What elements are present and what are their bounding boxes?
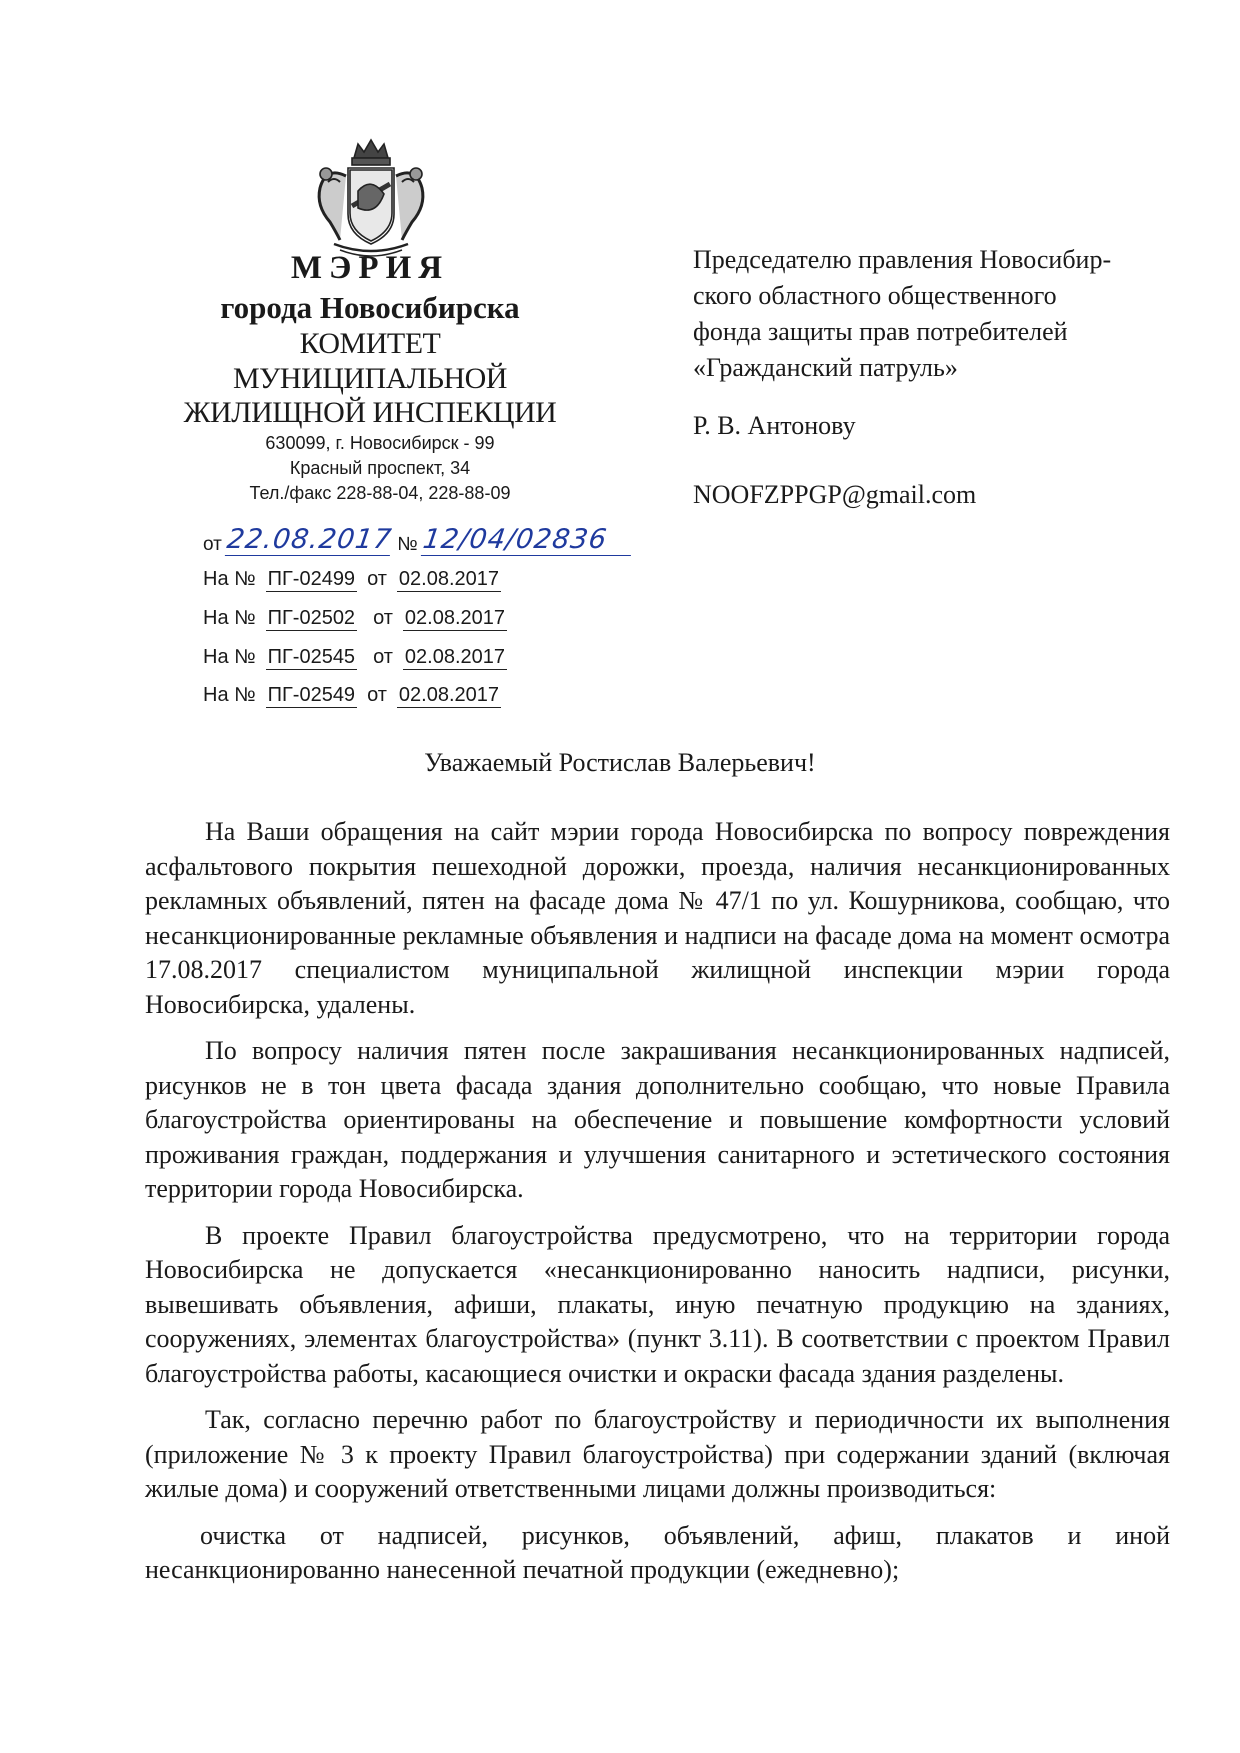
outgoing-number: 12/04/02836	[421, 525, 635, 556]
reference-from-label: от	[373, 646, 393, 668]
phone-line: Тел./факс 228-88-04, 228-88-09	[249, 483, 511, 503]
body-paragraph-5: очистка от надписей, рисунков, объявлений, афиш, плакатов и иной несанкционированно нанесенной печатной продукции (ежедневно);	[145, 1520, 1170, 1584]
reference-row	[203, 568, 501, 592]
address-line-2: Красный проспект, 34	[289, 458, 471, 478]
addressee-email: NOOFZPPGP@gmail.com	[693, 480, 977, 509]
reference-label: На №	[203, 684, 256, 706]
addressee-line-3: фонда защиты прав потребителей	[693, 317, 1068, 346]
body-paragraph-1: На Ваши обращения на сайт мэрии города Новосибирска по вопросу повреждения асфальтового покрытия пешеходной дорожки, проезда, наличия несанкционированных рекламных объявлений, пятен на фасаде дома № 47/1 по ул. Кошурникова, сообщаю, что несанкционированные рекламные объявления и надписи на фасаде дома на момент осмотра 17.08.2017 специалистом муниципальной жилищной инспекции мэрии города Новосибирска, удалены.	[145, 817, 1170, 1019]
reference-date: 02.08.2017	[398, 568, 500, 590]
outgoing-number-line	[203, 525, 633, 561]
committee-line-2: МУНИЦИПАЛЬНОЙ	[233, 362, 507, 395]
outgoing-date: 22.08.2017	[225, 524, 395, 555]
coat-of-arms-icon	[306, 136, 436, 264]
address-line-1: 630099, г. Новосибирск - 99	[265, 433, 495, 453]
reference-date: 02.08.2017	[398, 684, 500, 706]
reference-number: ПГ-02549	[267, 684, 356, 706]
reference-label: На №	[203, 607, 256, 629]
org-city: города Новосибирска	[220, 290, 520, 325]
reference-from-label: от	[367, 684, 387, 706]
reference-from-label: от	[367, 568, 387, 590]
salutation: Уважаемый Ростислав Валерьевич!	[424, 748, 816, 777]
addressee-line-4: «Гражданский патруль»	[693, 353, 958, 382]
reference-row	[203, 646, 507, 670]
addressee-line-2: ского областного общественного	[693, 281, 1057, 310]
addressee-block	[693, 242, 1173, 386]
reference-row	[203, 607, 507, 631]
committee-line-3: ЖИЛИЩНОЙ ИНСПЕКЦИИ	[183, 396, 557, 429]
reference-date: 02.08.2017	[404, 646, 506, 668]
body-paragraph-4: Так, согласно перечню работ по благоустройству и периодичности их выполнения (приложение № 3 к проекту Правил благоустройства) при содержании зданий (включая жилые дома) и сооружений ответственными лицами должны производиться:	[145, 1405, 1170, 1503]
reference-date: 02.08.2017	[404, 607, 506, 629]
outgoing-number-label: №	[397, 534, 418, 555]
org-title: МЭРИЯ	[290, 250, 450, 286]
reference-number: ПГ-02502	[267, 607, 356, 629]
letter-body	[145, 815, 1170, 1590]
addressee-line-1: Председателю правления Новосибир-	[693, 245, 1112, 274]
reference-from-label: от	[373, 607, 393, 629]
reference-number: ПГ-02545	[267, 646, 356, 668]
reference-number: ПГ-02499	[267, 568, 356, 590]
reference-label: На №	[203, 646, 256, 668]
addressee-name: Р. В. Антонову	[693, 411, 856, 440]
committee-line-1: КОМИТЕТ	[299, 327, 441, 360]
reference-row	[203, 684, 501, 708]
reference-label: На №	[203, 568, 256, 590]
body-paragraph-3: В проекте Правил благоустройства предусмотрено, что на территории города Новосибирска не допускается «несанкционированно наносить надписи, рисунки, вывешивать объявления, афиши, плакаты, иную печатную продукцию на зданиях, сооружениях, элементах благоустройства» (пункт 3.11). В соответствии с проектом Правил благоустройства работы, касающиеся очистки и окраски фасада здания разделены.	[145, 1220, 1170, 1388]
outgoing-from-label: от	[203, 534, 222, 555]
body-paragraph-2: По вопросу наличия пятен после закрашивания несанкционированных надписей, рисунков не в тон цвета фасада здания дополнительно сообщаю, что новые Правила благоустройства ориентированы на обеспечение и повышение комфортности условий проживания граждан, поддержания и улучшения санитарного и эстетического состояния территории города Новосибирска.	[145, 1036, 1170, 1203]
